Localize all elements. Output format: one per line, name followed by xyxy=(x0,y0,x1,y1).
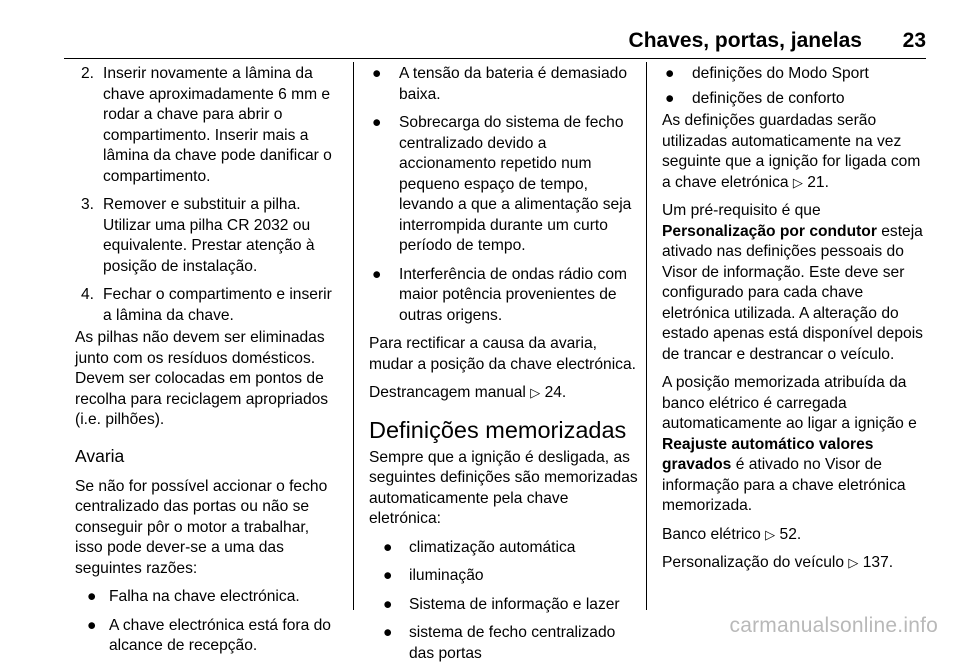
column-2 xyxy=(369,64,639,672)
reference-arrow-icon: ▷ xyxy=(792,174,803,190)
memorized-settings-heading: Definições memorizadas xyxy=(369,416,627,443)
step-text: Fechar o compartimento e inserir a lâmina da chave. xyxy=(103,286,332,324)
bullet-icon: ● xyxy=(383,624,393,641)
bullet-text: climatização automática xyxy=(409,538,576,556)
bullet-text: definições do Modo Sport xyxy=(692,65,869,82)
step-text: Remover e substituir a pilha. Utilizar uma pilha CR 2032 ou equivalente. Prestar atenção à posição de instalação. xyxy=(103,196,315,275)
reference-page: 24. xyxy=(544,384,567,401)
reference-text: Personalização do veículo xyxy=(662,554,845,571)
step-number: 2. xyxy=(81,65,95,82)
memorized-paragraph: Sempre que a ignição é desligada, as seguintes definições são memorizadas automaticamente pela chave eletrónica: xyxy=(369,448,638,527)
list-item xyxy=(75,587,341,608)
bullet-icon: ● xyxy=(372,65,382,82)
list-item xyxy=(369,595,639,616)
reference-text: Destrancagem manual xyxy=(369,384,526,401)
prerequisite-paragraph xyxy=(662,201,932,365)
prerequisite-lead: Um pré-requisito é que xyxy=(662,202,821,219)
bullet-text: A chave electrónica está fora do alcance de recepção. xyxy=(109,616,331,654)
reference-page[interactable]: 21. xyxy=(807,173,829,191)
bullet-text: Sistema de informação e lazer xyxy=(409,595,620,613)
seat-position-paragraph xyxy=(662,373,932,517)
electric-seat-reference[interactable] xyxy=(662,525,932,546)
bullet-icon: ● xyxy=(87,616,97,634)
bullet-text: iluminação xyxy=(409,567,484,584)
list-item xyxy=(662,89,932,110)
saved-settings-paragraph xyxy=(662,111,932,193)
column-divider-left xyxy=(353,62,354,610)
reference-page: 137. xyxy=(862,554,894,571)
step-item xyxy=(75,285,341,326)
bullet-text: sistema de fecho centralizado das portas xyxy=(409,624,616,662)
list-item xyxy=(369,265,639,327)
reference-text: Banco elétrico xyxy=(662,525,761,543)
list-item xyxy=(662,64,932,85)
auto-adjust-term: Reajuste automático valores gravados xyxy=(662,435,874,473)
rectify-paragraph: Para rectificar a causa da avaria, mudar a posição da chave electrónica. xyxy=(369,335,636,373)
list-item xyxy=(369,566,639,587)
avaria-paragraph: Se não for possível accionar o fecho centralizado das portas ou não se conseguir pôr o motor a trabalhar, isso pode dever-se a uma das seguintes razões: xyxy=(75,477,328,577)
bullet-icon: ● xyxy=(665,65,675,82)
reference-page: 52. xyxy=(779,525,802,543)
step-item xyxy=(75,64,341,187)
seat-position-lead: A posição memorizada atribuída da banco elétrico é carregada automaticamente ao ligar a ignição e xyxy=(662,374,917,432)
list-item xyxy=(369,623,639,664)
page-number: 23 xyxy=(902,29,926,52)
vehicle-personalization-reference[interactable] xyxy=(662,553,932,574)
column-3 xyxy=(662,64,932,582)
list-item xyxy=(369,113,639,257)
list-item xyxy=(75,616,341,657)
bullet-text: definições de conforto xyxy=(692,89,845,107)
step-item xyxy=(75,195,341,277)
bullet-icon: ● xyxy=(383,538,393,556)
bullet-text: Interferência de ondas rádio com maior potência provenientes de outras origens. xyxy=(399,265,627,324)
step-number: 4. xyxy=(81,286,95,303)
bullet-text: Falha na chave electrónica. xyxy=(109,588,300,605)
reference-arrow-icon: ▷ xyxy=(530,385,541,400)
bullet-icon: ● xyxy=(383,595,393,613)
manual-unlock-reference[interactable] xyxy=(369,383,639,404)
avaria-heading: Avaria xyxy=(75,445,125,466)
step-number: 3. xyxy=(81,196,95,213)
bullet-icon: ● xyxy=(665,89,675,107)
reference-arrow-icon: ▷ xyxy=(848,555,859,570)
bullet-icon: ● xyxy=(87,588,97,605)
chapter-title: Chaves, portas, janelas xyxy=(628,29,862,52)
bullet-icon: ● xyxy=(372,114,382,131)
step-text: Inserir novamente a lâmina da chave aproximadamente 6 mm e rodar a chave para abrir o compartimento. Inserir mais a lâmina da chave pode danificar o compartimento. xyxy=(103,65,332,185)
page-header xyxy=(0,0,960,60)
bullet-text: A tensão da bateria é demasiado baixa. xyxy=(399,65,628,103)
bullet-icon: ● xyxy=(372,265,382,283)
reference-arrow-icon: ▷ xyxy=(765,526,776,542)
saved-settings-text: As definições guardadas serão utilizadas automaticamente na vez seguinte que a ignição for ligada com a chave eletrónica xyxy=(662,112,921,191)
watermark: carmanualsonline.info xyxy=(729,614,938,637)
driver-personalization-term: Personalização por condutor xyxy=(662,222,877,240)
list-item xyxy=(369,64,639,105)
bullet-icon: ● xyxy=(383,567,393,584)
seat-position-tail: é ativado no Visor de informação para a chave eletrónica memorizada. xyxy=(662,456,906,514)
header-rule xyxy=(64,58,926,59)
column-1 xyxy=(75,64,341,665)
battery-disposal-paragraph: As pilhas não devem ser eliminadas junto com os resíduos domésticos. Devem ser colocadas em pontos de recolha para reciclagem apropriados (i.e. pilhões). xyxy=(75,329,329,428)
column-divider-right xyxy=(646,62,647,610)
bullet-text: Sobrecarga do sistema de fecho centralizado devido a accionamento repetido num pequeno espaço de tempo, levando a que a alimentação seja interrompida durante um curto período de tempo. xyxy=(399,114,632,254)
list-item xyxy=(369,538,639,559)
prerequisite-tail: esteja ativado nas definições pessoais do Visor de informação. Este deve ser configurado para cada chave eletrónica utilizada. A alteração do estado apenas está disponível depois de trancar e destrancar o veículo. xyxy=(662,222,923,363)
